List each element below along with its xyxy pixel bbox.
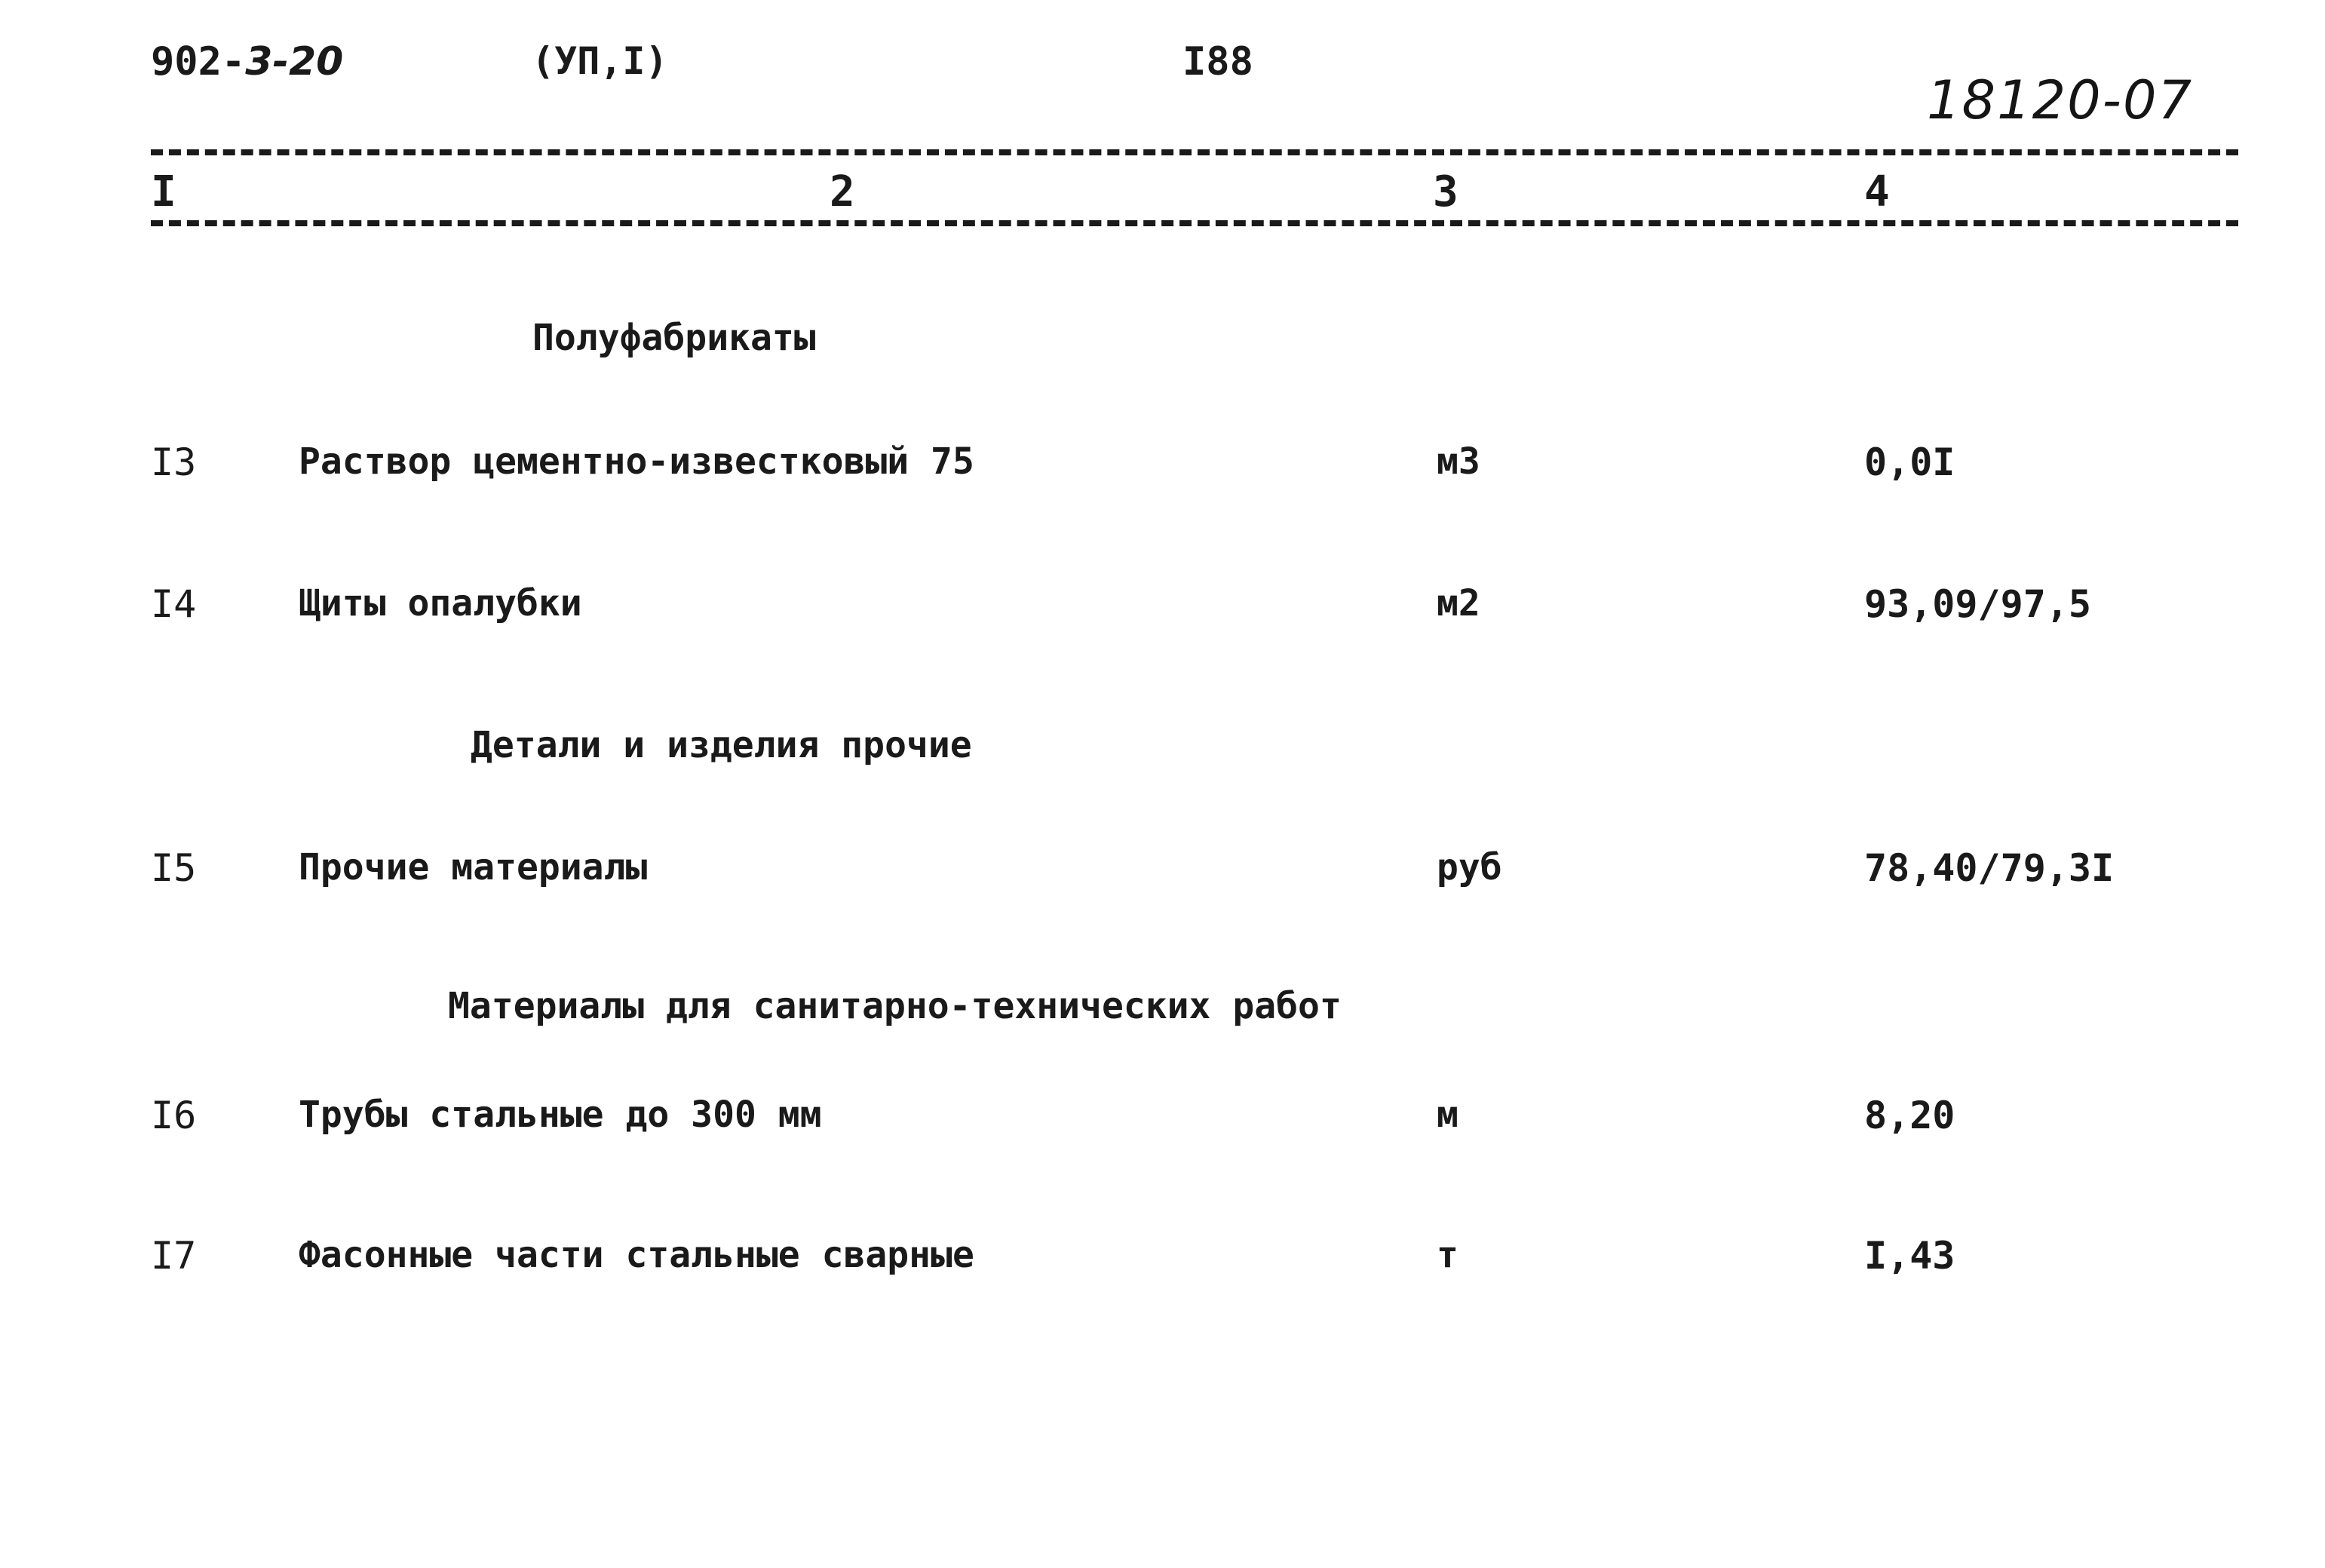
row-unit: руб [1437, 846, 1502, 888]
section-title-other-parts: Детали и изделия прочие [471, 724, 972, 766]
section-title-plumbing-materials: Материалы для санитарно-технических работ [448, 985, 1342, 1027]
row-unit: м3 [1437, 440, 1480, 483]
document-code-printed: 902- [151, 39, 246, 84]
section-reference: (УП,I) [532, 39, 668, 83]
page-number: I88 [1182, 39, 1253, 84]
section-title-semi-finished: Полуфабрикаты [532, 317, 816, 359]
row-number: I3 [151, 440, 197, 484]
row-quantity: I,43 [1864, 1234, 1955, 1278]
row-unit: т [1437, 1234, 1458, 1276]
row-quantity: 93,09/97,5 [1864, 582, 2092, 626]
row-unit: м2 [1437, 582, 1480, 624]
table-header-top-rule [151, 149, 2238, 155]
row-quantity: 0,0I [1864, 440, 1955, 484]
column-number-2: 2 [830, 167, 855, 216]
row-number: I7 [151, 1234, 197, 1278]
row-quantity: 8,20 [1864, 1094, 1955, 1137]
document-code [151, 39, 343, 84]
column-number-3: 3 [1433, 167, 1458, 216]
row-number: I6 [151, 1094, 197, 1137]
row-quantity: 78,40/79,3I [1864, 846, 2115, 890]
row-number: I5 [151, 846, 197, 890]
row-name: Фасонные части стальные сварные [299, 1234, 974, 1276]
row-name: Трубы стальные до 300 мм [299, 1094, 822, 1136]
table-header-bottom-rule [151, 220, 2238, 226]
document-code-handwritten: 3-20 [245, 39, 344, 84]
row-unit: м [1437, 1094, 1458, 1136]
column-number-4: 4 [1864, 167, 1890, 216]
row-name: Щиты опалубки [299, 582, 582, 624]
handwritten-stamp-number: 18120-07 [1927, 69, 2194, 131]
row-number: I4 [151, 582, 197, 626]
column-number-1: I [151, 167, 176, 216]
row-name: Прочие материалы [299, 846, 648, 888]
row-name: Раствор цементно-известковый 75 [299, 440, 974, 483]
